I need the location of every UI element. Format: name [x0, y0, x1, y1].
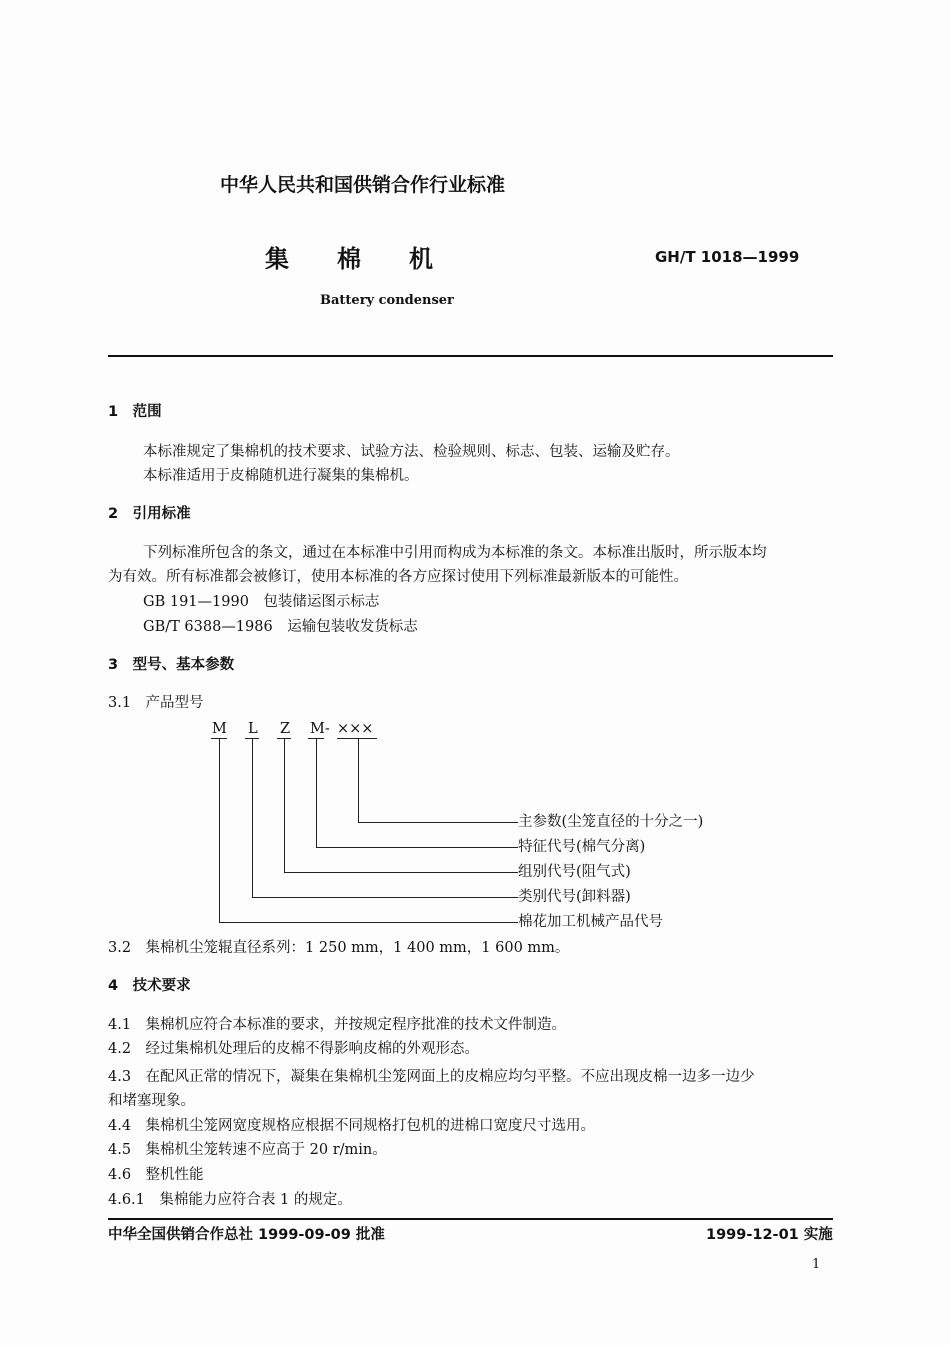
- model-label: 组别代号(阻气式): [518, 864, 631, 880]
- model-char: ×××: [337, 721, 374, 737]
- approval-date: 中华全国供销合作总社 1999-09-09 批准: [108, 1227, 385, 1243]
- paragraph: 4.1 集棉机应符合本标准的要求，并按规定程序批准的技术文件制造。: [108, 1017, 567, 1033]
- header-rule: [108, 355, 833, 357]
- paragraph: 4.5 集棉机尘笼转速不应高于 20 r/min。: [108, 1142, 387, 1158]
- model-char: M-: [310, 721, 330, 737]
- org-standard: 中华人民共和国供销合作行业标准: [220, 174, 506, 196]
- reference: GB 191—1990 包装储运图示标志: [143, 594, 380, 610]
- subtitle-en: Battery condenser: [320, 293, 454, 308]
- footer-rule: [108, 1218, 833, 1220]
- doc-title: 集 棉 机: [265, 245, 433, 273]
- paragraph: 和堵塞现象。: [108, 1093, 195, 1109]
- paragraph: 3.2 集棉机尘笼辊直径系列：1 250 mm，1 400 mm，1 600 mm。: [108, 940, 570, 956]
- model-char: L: [248, 721, 258, 737]
- paragraph: 4.2 经过集棉机处理后的皮棉不得影响皮棉的外观形态。: [108, 1041, 480, 1057]
- subheading: 3.1 产品型号: [108, 695, 204, 711]
- model-label: 主参数(尘笼直径的十分之一): [518, 814, 704, 830]
- heading-4: 4 技术要求: [108, 978, 191, 994]
- model-label: 棉花加工机械产品代号: [518, 914, 663, 930]
- model-label: 特征代号(棉气分离): [518, 839, 646, 855]
- paragraph: 下列标准所包含的条文，通过在本标准中引用而构成为本标准的条文。本标准出版时，所示版本均: [143, 545, 767, 561]
- page-number: 1: [812, 1257, 821, 1272]
- paragraph: 本标准规定了集棉机的技术要求、试验方法、检验规则、标志、包装、运输及贮存。: [143, 444, 680, 460]
- standard-code: GH/T 1018—1999: [655, 248, 800, 266]
- paragraph: 4.6 整机性能: [108, 1167, 204, 1183]
- heading-2: 2 引用标准: [108, 506, 191, 522]
- heading-3: 3 型号、基本参数: [108, 657, 235, 673]
- implementation-date: 1999-12-01 实施: [706, 1227, 833, 1243]
- model-char: M: [212, 721, 227, 737]
- model-label: 类别代号(卸料器): [518, 889, 631, 905]
- paragraph: 为有效。所有标准都会被修订，使用本标准的各方应探讨使用下列标准最新版本的可能性。: [108, 569, 688, 585]
- paragraph: 4.6.1 集棉能力应符合表 1 的规定。: [108, 1192, 352, 1208]
- paragraph: 4.4 集棉机尘笼网宽度规格应根据不同规格打包机的进棉口宽度尺寸选用。: [108, 1118, 596, 1134]
- model-char: Z: [280, 721, 291, 737]
- reference: GB/T 6388—1986 运输包装收发货标志: [143, 619, 418, 635]
- paragraph: 本标准适用于皮棉随机进行凝集的集棉机。: [143, 468, 419, 484]
- heading-1: 1 范围: [108, 404, 162, 420]
- paragraph: 4.3 在配风正常的情况下，凝集在集棉机尘笼网面上的皮棉应均匀平整。不应出现皮棉一边多一边少: [108, 1069, 755, 1085]
